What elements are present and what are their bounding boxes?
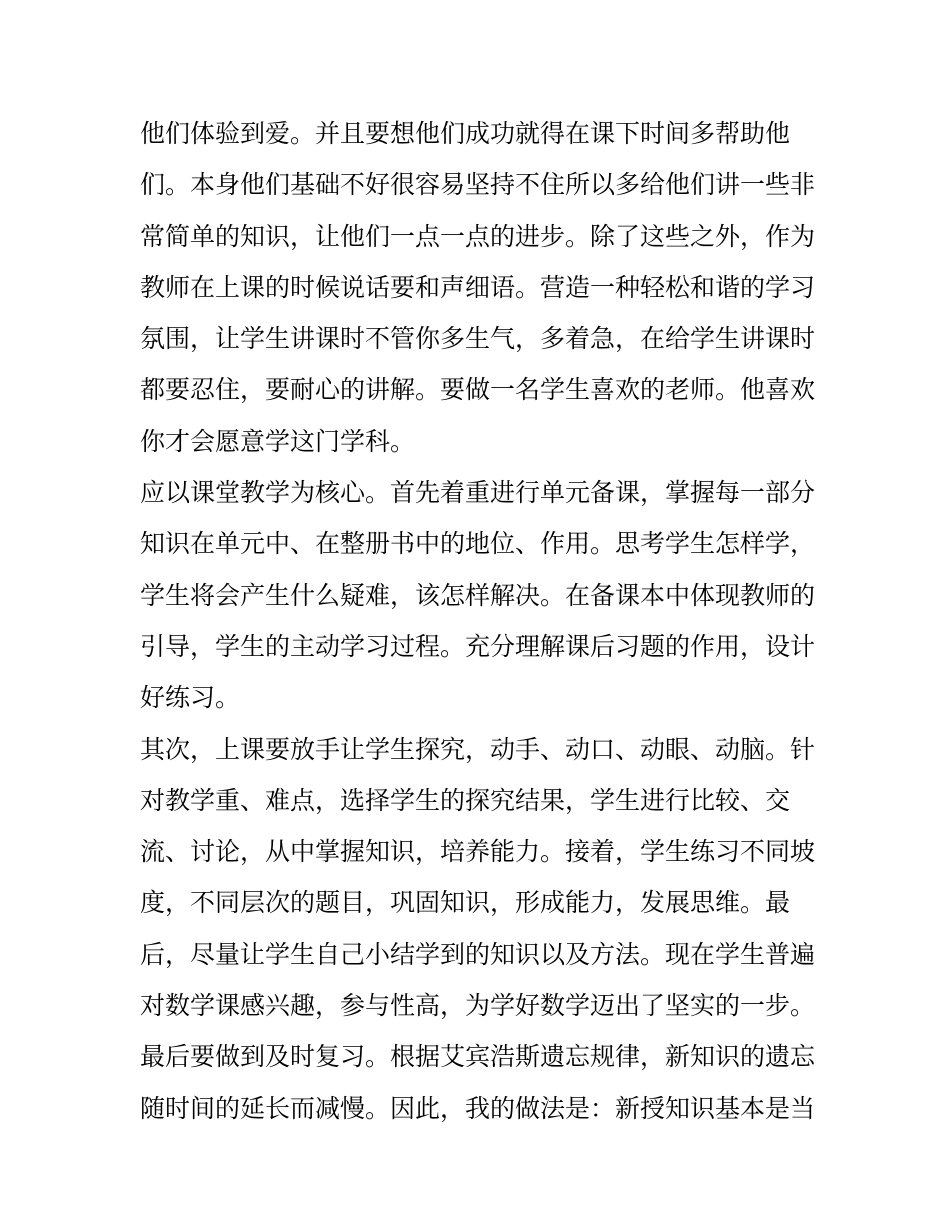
text-line: 流、讨论，从中掌握知识，培养能力。接着，学生练习不同坡 bbox=[140, 837, 816, 867]
text-line: 都要忍住，要耐心的讲解。要做一名学生喜欢的老师。他喜欢 bbox=[140, 375, 816, 405]
text-line: 应以课堂教学为核心。首先着重进行单元备课，掌握每一部分 bbox=[140, 478, 816, 508]
text-line: 学生将会产生什么疑难，该怎样解决。在备课本中体现教师的 bbox=[140, 580, 816, 610]
text-line: 们。本身他们基础不好很容易坚持不住所以多给他们讲一些非 bbox=[140, 170, 816, 200]
text-line: 对教学重、难点，选择学生的探究结果，学生进行比较、交 bbox=[140, 785, 791, 815]
text-line: 好练习。 bbox=[140, 683, 241, 713]
text-line: 最后要做到及时复习。根据艾宾浩斯遗忘规律，新知识的遗忘 bbox=[140, 1042, 816, 1072]
text-line: 度，不同层次的题目，巩固知识，形成能力，发展思维。最 bbox=[140, 888, 791, 918]
text-line: 引导，学生的主动学习过程。充分理解课后习题的作用，设计 bbox=[140, 631, 816, 661]
text-line: 常简单的知识，让他们一点一点的进步。除了这些之外，作为 bbox=[140, 221, 816, 251]
text-line: 氛围，让学生讲课时不管你多生气，多着急，在给学生讲课时 bbox=[140, 324, 816, 354]
text-line: 其次，上课要放手让学生探究，动手、动口、动眼、动脑。针 bbox=[140, 734, 816, 764]
text-line: 后，尽量让学生自己小结学到的知识以及方法。现在学生普遍 bbox=[140, 939, 816, 969]
body-text bbox=[140, 108, 820, 1134]
text-line: 他们体验到爱。并且要想他们成功就得在课下时间多帮助他 bbox=[140, 119, 791, 148]
text-line: 教师在上课的时候说话要和声细语。营造一种轻松和谐的学习 bbox=[140, 272, 816, 302]
text-line: 对数学课感兴趣，参与性高，为学好数学迈出了坚实的一步。 bbox=[140, 991, 816, 1021]
text-line: 你才会愿意学这门学科。 bbox=[140, 426, 416, 456]
text-line: 知识在单元中、在整册书中的地位、作用。思考学生怎样学， bbox=[140, 529, 816, 559]
text-line: 随时间的延长而减慢。因此，我的做法是：新授知识基本是当 bbox=[140, 1093, 816, 1123]
